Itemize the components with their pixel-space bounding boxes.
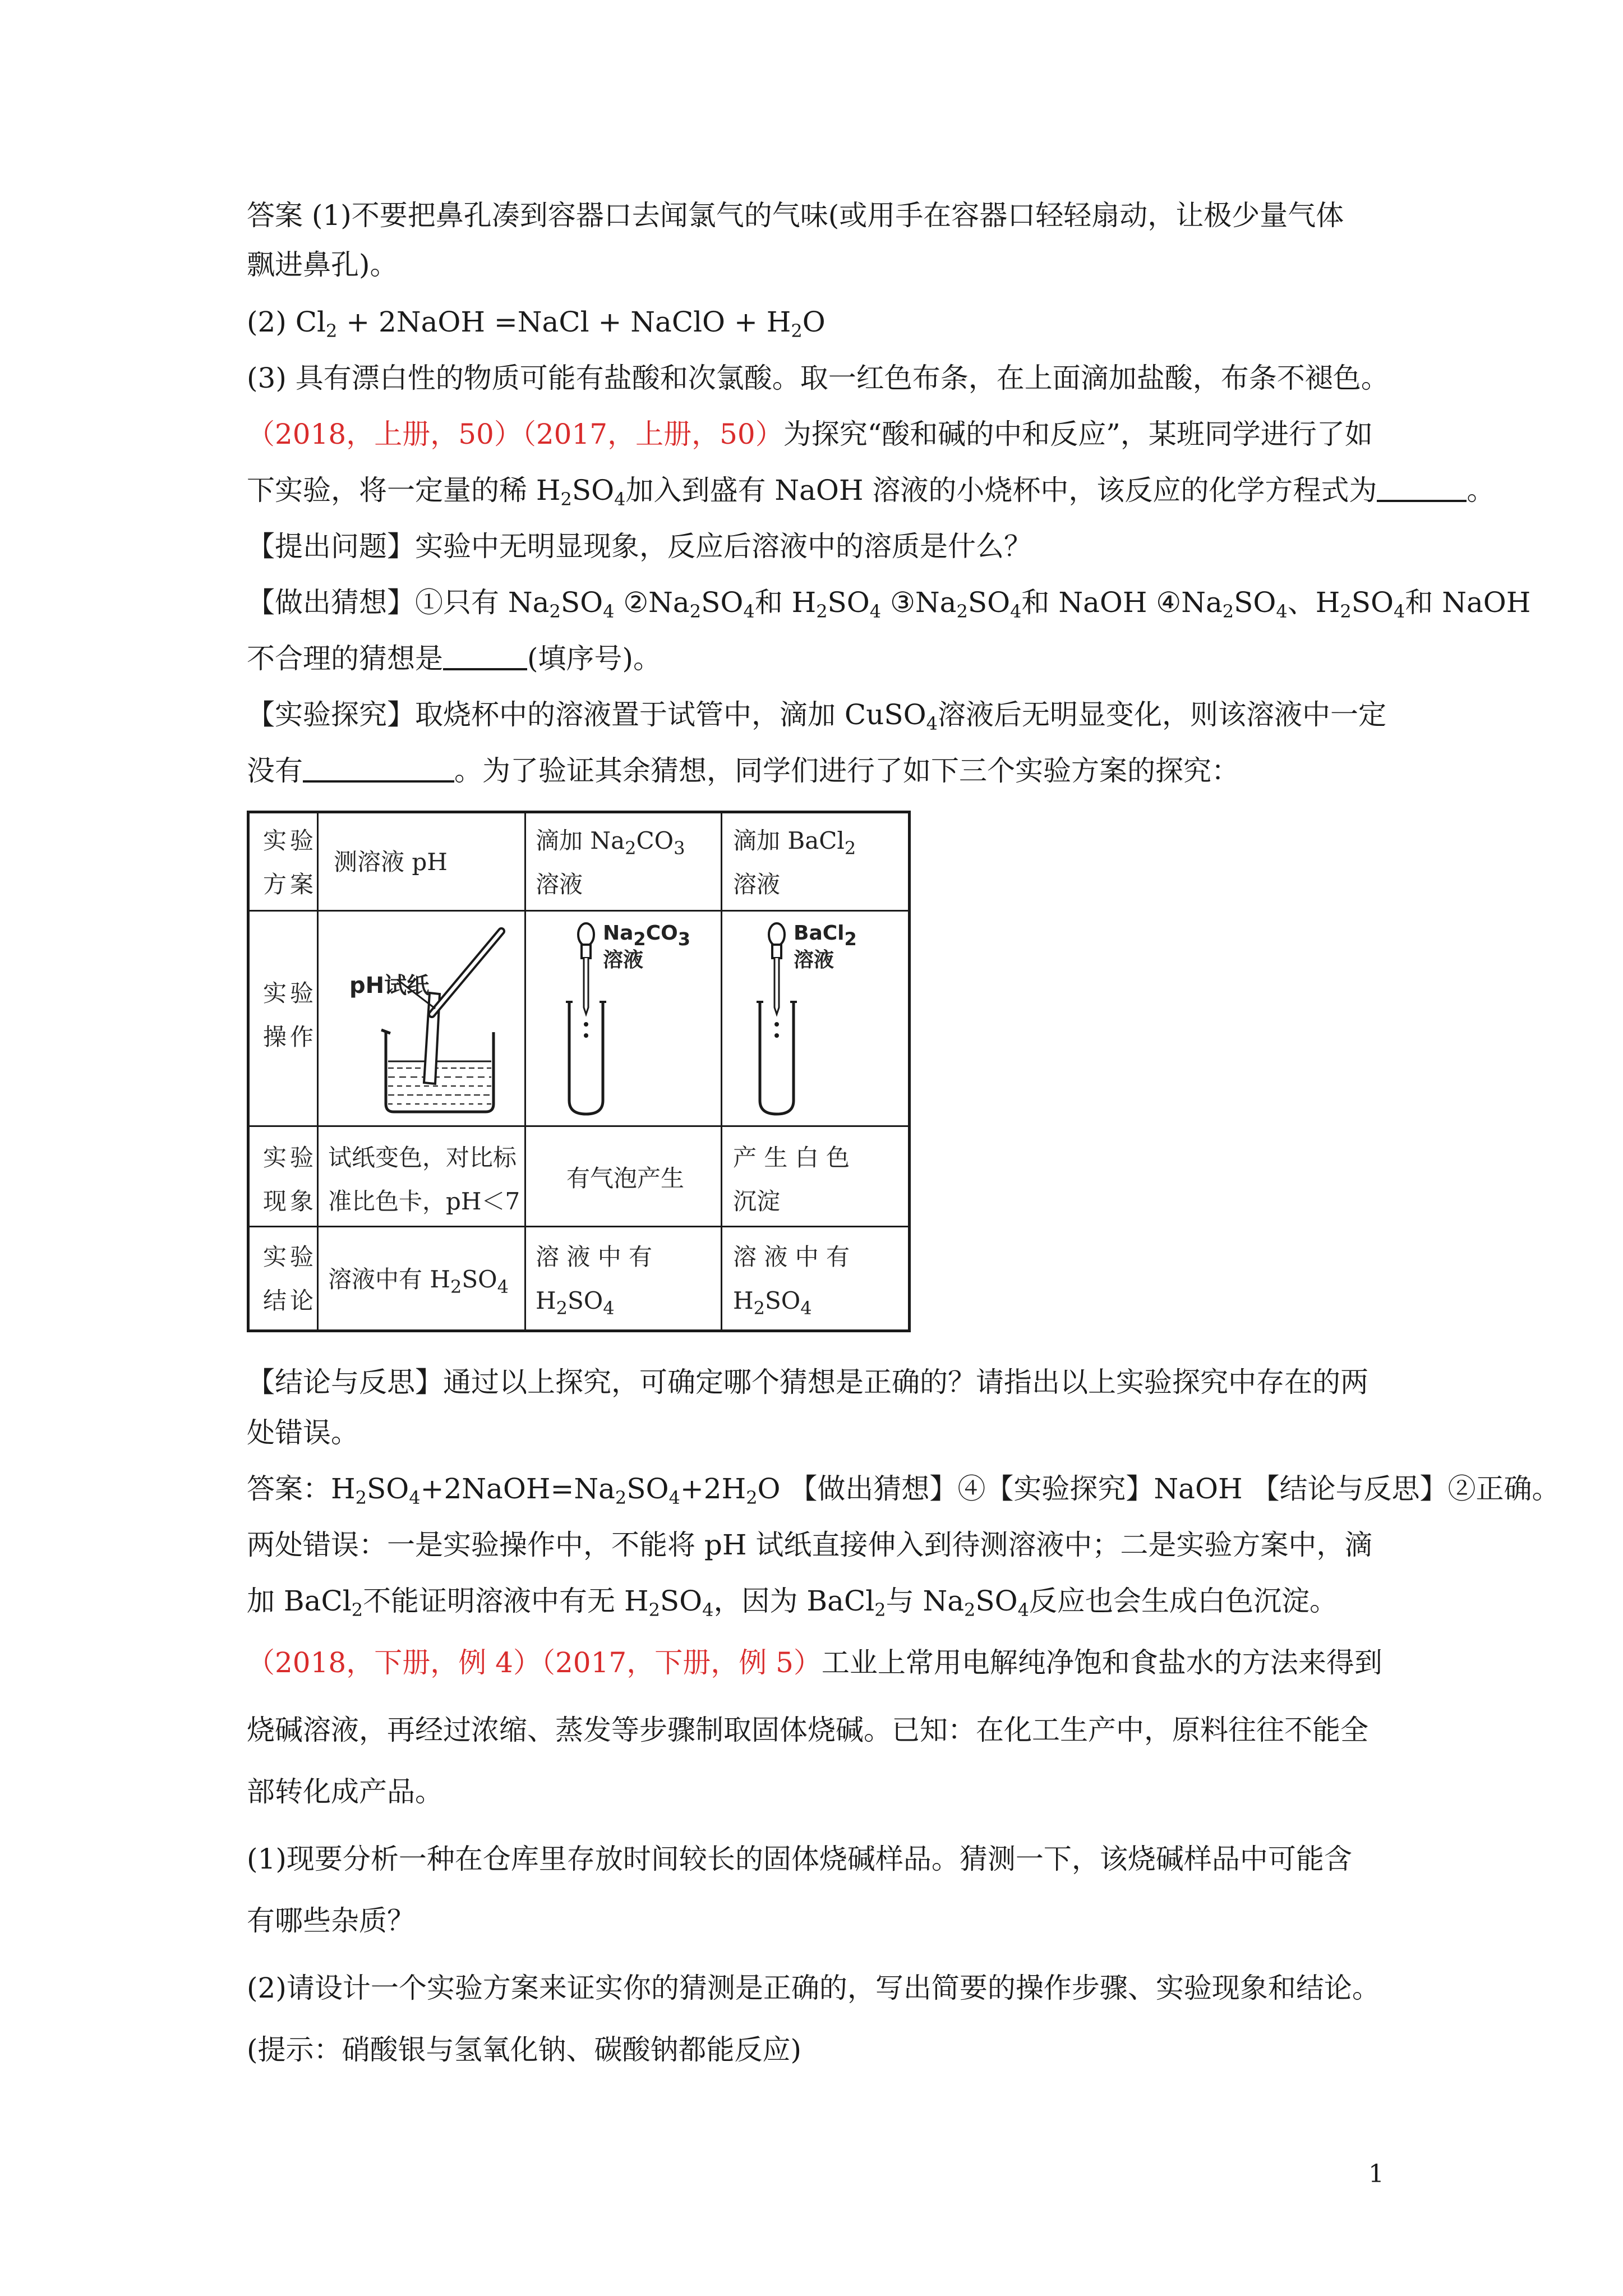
question3-line2: 烧碱溶液，再经过浓缩、蒸发等步骤制取固体烧碱。已知：在化工生产中，原料往往不能全 <box>247 1714 1368 1746</box>
experiment-table <box>247 811 911 1332</box>
bacl2-label: BaCl$_2$ 溶液 <box>794 922 857 972</box>
question2-unreasonable: 不合理的猜想是 (填序号)。 <box>247 642 662 675</box>
question3-part1a: (1)现要分析一种在仓库里存放时间较长的固体烧碱样品。猜测一下，该烧碱样品中可能含 <box>247 1843 1352 1875</box>
page-number: 1 <box>1368 2160 1384 2188</box>
answer1-line2: 飘进鼻孔)。 <box>247 249 398 281</box>
plan-bacl2-cell: 滴加 BaCl$_2$ 溶液 <box>733 827 856 898</box>
reflect-line2: 处错误。 <box>247 1416 359 1449</box>
question3-part1b: 有哪些杂质？ <box>247 1904 415 1937</box>
con-bacl2-cell: 溶 液 中 有 $H_2SO_4$ <box>733 1243 850 1319</box>
answer-blank <box>443 642 527 670</box>
reflect-line5: 加 BaCl$_2$不能证明溶液中有无 $H_2SO_4$，因为 BaCl$_2$与 $Na_2SO_4$反应也会生成白色沉淀。 <box>247 1585 1338 1621</box>
answer-blank <box>303 754 454 783</box>
question2-explore2: 没有 。为了验证其余猜想，同学们进行了如下三个实验方案的探究： <box>247 754 1239 787</box>
reflect-line1: 【结论与反思】通过以上探究，可确定哪个猜想是正确的？请指出以上实验探究中存在的两 <box>247 1366 1368 1398</box>
row-header-conclusion: 实验 结论 <box>263 1243 317 1314</box>
con-ph-cell: 溶液中有 $H_2SO_4$ <box>328 1266 509 1297</box>
question2-explore1: 【实验探究】取烧杯中的溶液置于试管中，滴加 CuSO$_4$溶液后无明显变化，则该溶液中一定 <box>247 698 1386 734</box>
question-source: （2018，上册，50）（2017，上册，50） <box>247 418 783 450</box>
question2-tiwen: 【提出问题】实验中无明显现象，反应后溶液中的溶质是什么？ <box>247 530 1032 563</box>
question3-part2: (2)请设计一个实验方案来证实你的猜测是正确的，写出简要的操作步骤、实验现象和结论。 <box>247 1972 1380 2004</box>
question-source: （2018，下册，例 4）（2017，下册，例 5） <box>247 1646 822 1679</box>
obs-ph-cell: 试纸变色，对比标 准比色卡，pH＜7 <box>328 1144 520 1215</box>
question2-intro: （2018，上册，50）（2017，上册，50）为探究“酸和碱的中和反应”，某班同学进行了如 <box>247 418 1373 450</box>
answer1-equation: (2) $Cl_2$ + 2NaOH =NaCl + NaClO + $H_2O$ <box>247 306 826 342</box>
row-header-plan: 实验 方案 <box>263 827 317 898</box>
question2-guesses: 【做出猜想】①只有 $Na_2SO_4$ $②Na_2SO_4$和 $H_2SO_4$ $③Na_2SO_4$和 NaOH $④Na_2SO_4$、$H_2SO_4$和 NaOH <box>247 586 1531 622</box>
row-header-phenomenon: 实验 现象 <box>263 1144 317 1215</box>
plan-na2co3-cell: 滴加 $Na_2CO_3$ 溶液 <box>536 827 685 898</box>
beaker-ph-paper-illustration <box>320 914 522 1122</box>
row-header-operation: 实验 操作 <box>263 979 317 1051</box>
plan-ph-cell: 测溶液 pH <box>334 848 448 876</box>
ph-paper-label: pH试纸 <box>349 973 430 999</box>
answer1-line1: 答案 (1)不要把鼻孔凑到容器口去闻氯气的气味(或用手在容器口轻轻扇动，让极少量气体 <box>247 199 1344 232</box>
obs-na2co3-cell: 有气泡产生 <box>566 1165 685 1192</box>
answer1-line4: (3) 具有漂白性的物质可能有盐酸和次氯酸。取一红色布条，在上面滴加盐酸，布条不褪色。 <box>247 362 1389 394</box>
question3-line3: 部转化成产品。 <box>247 1775 443 1808</box>
reflect-answer: 答案：$H_2SO_4+2NaOH=Na_2SO_4+2H_2O$ 【做出猜想】④【实验探究】NaOH 【结论与反思】②正确。 <box>247 1473 1560 1508</box>
reflect-line4: 两处错误：一是实验操作中，不能将 pH 试纸直接伸入到待测溶液中；二是实验方案中，滴 <box>247 1529 1373 1561</box>
question3-intro: （2018，下册，例 4）（2017，下册，例 5）工业上常用电解纯净饱和食盐水的方法来得到 <box>247 1646 1382 1679</box>
question3-hint: (提示：硝酸银与氢氧化钠、碳酸钠都能反应) <box>247 2033 802 2066</box>
na2co3-label: $Na_2CO_3$ 溶液 <box>603 922 690 972</box>
question2-line2: 下实验，将一定量的稀 $H_2SO_4$加入到盛有 NaOH 溶液的小烧杯中，该反应的化学方程式为 。 <box>247 474 1495 510</box>
answer-blank <box>1377 474 1467 502</box>
con-na2co3-cell: 溶 液 中 有 $H_2SO_4$ <box>536 1243 653 1319</box>
obs-bacl2-cell: 产 生 白 色 沉淀 <box>733 1144 850 1215</box>
